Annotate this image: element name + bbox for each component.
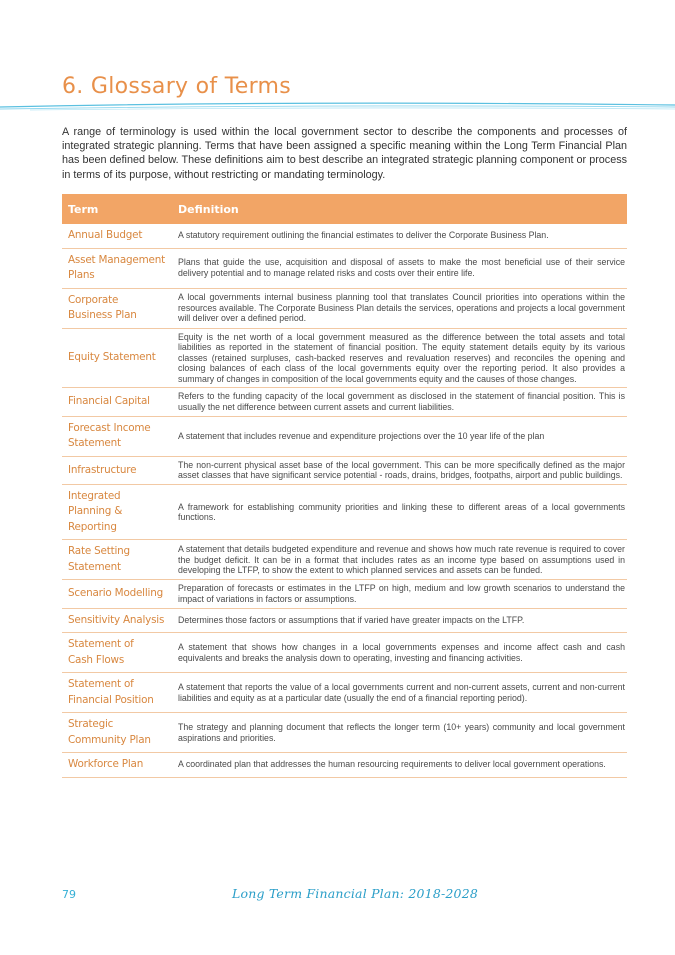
definition-cell [172, 713, 627, 753]
term-cell [62, 484, 172, 540]
term-cell [62, 248, 172, 288]
footer-document-title: Long Term Financial Plan: 2018-2028 [232, 886, 479, 901]
intro-paragraph: A range of terminology is used within the local government sector to describe the components and processes of integrated strategic planning. Terms that have been assigned a specific meaning within the Long Term Financial Plan has been defined below. These definitions aim to best describe an integrated strategic planning component or process in terms of its purpose, without restricting or mandating terminology. [62, 126, 627, 181]
table-row [62, 673, 627, 713]
table-row [62, 633, 627, 673]
term-label: Infrastructure [68, 463, 137, 476]
definition-cell [172, 224, 627, 248]
definition-text: A local governments internal business planning tool that translates Council priorities into operations within the resources available. The Corporate Business Plan details the services, operations and projects a local government will deliver over a defined period. [178, 292, 625, 324]
term-label: Financial Capital [68, 395, 150, 408]
term-label: Workforce Plan [68, 758, 144, 771]
definition-text: A statement that reports the value of a local governments current and non-current assets, current and non-current liabilities and equity as at a particular date (usually the end of a financial reporting period). [178, 681, 625, 703]
definition-cell [172, 608, 627, 633]
definition-text: Equity is the net worth of a local government measured as the difference between the total assets and total liabilities as reported in the statement of financial position. The equity statement details equity by its various classes (retained surpluses, cash-backed reserves and revaluation reserves) and reconciles the opening and closing balances of each class of the local governments equity over the reporting period. It also provides a summary of changes in composition of the local governments equity and the causes of those changes. [178, 331, 625, 384]
definition-cell [172, 416, 627, 456]
term-label: Integrated Planning & Reporting [68, 489, 123, 533]
term-cell [62, 388, 172, 416]
definition-cell [172, 248, 627, 288]
term-cell [62, 540, 172, 580]
term-label: Scenario Modelling [68, 587, 164, 600]
table-row [62, 224, 627, 248]
table-row [62, 753, 627, 778]
definition-text: The non-current physical asset base of the local government. This can be more specifically defined as the major asset classes that have significant service potential - roads, drains, bridges, footpaths, airport and public buildings. [178, 459, 625, 481]
term-cell [62, 288, 172, 328]
glossary-body [62, 224, 627, 777]
definition-cell [172, 456, 627, 484]
term-label: Statement of Financial Position [68, 678, 154, 706]
term-cell [62, 713, 172, 753]
definition-cell [172, 540, 627, 580]
table-row [62, 328, 627, 388]
term-cell [62, 328, 172, 388]
definition-text: The strategy and planning document that reflects the longer term (10+ years) community and local government aspirations and priorities. [178, 721, 625, 743]
table-row [62, 288, 627, 328]
term-cell [62, 224, 172, 248]
term-cell [62, 753, 172, 778]
definition-cell [172, 484, 627, 540]
table-row [62, 388, 627, 416]
table-row [62, 416, 627, 456]
term-label: Asset Management Plans [68, 253, 165, 281]
definition-cell [172, 388, 627, 416]
term-label: Equity Statement [68, 351, 156, 364]
definition-text: A statutory requirement outlining the financial estimates to deliver the Corporate Business Plan. [178, 230, 549, 241]
definition-text: A coordinated plan that addresses the human resourcing requirements to deliver local government operations. [178, 759, 606, 770]
table-row [62, 484, 627, 540]
table-row [62, 456, 627, 484]
definition-cell [172, 288, 627, 328]
page-number: 79 [62, 888, 76, 901]
table-row [62, 608, 627, 633]
definition-cell [172, 633, 627, 673]
term-cell [62, 416, 172, 456]
term-label: Annual Budget [68, 229, 143, 241]
definition-text: Plans that guide the use, acquisition and disposal of assets to make the most beneficial use of their service delivery potential and to manage related risks and costs over their entire life. [178, 257, 625, 278]
term-cell [62, 608, 172, 633]
table-row [62, 713, 627, 753]
table-row [62, 248, 627, 288]
header-term: Term [62, 194, 172, 224]
definition-cell [172, 753, 627, 778]
definition-text: A statement that includes revenue and expenditure projections over the 10 year life of the plan [178, 430, 545, 441]
glossary-table [62, 194, 627, 778]
definition-text: Determines those factors or assumptions that if varied have greater impacts on the LTFP. [178, 614, 525, 625]
table-header-row [62, 194, 627, 224]
term-label: Forecast Income Statement [68, 421, 151, 450]
term-label: Strategic Community Plan [68, 718, 151, 746]
table-row [62, 580, 627, 608]
term-label: Rate Setting Statement [68, 545, 130, 573]
title-underline-swoosh [0, 98, 675, 114]
definition-text: Refers to the funding capacity of the local government as disclosed in the statement of financial position. This is usually the net difference between current assets and current liabilities. [178, 391, 625, 413]
page-title: 6. Glossary of Terms [62, 74, 292, 99]
definition-cell [172, 328, 627, 388]
term-label: Corporate Business Plan [68, 293, 137, 321]
term-cell [62, 456, 172, 484]
definition-cell [172, 580, 627, 608]
definition-text: Preparation of forecasts or estimates in the LTFP on high, medium and low growth scenarios to understand the impact of variations in factors or assumptions. [178, 583, 625, 604]
term-label: Sensitivity Analysis [68, 613, 165, 626]
term-cell [62, 580, 172, 608]
term-cell [62, 673, 172, 713]
term-label: Statement of Cash Flows [68, 638, 134, 666]
definition-text: A statement that details budgeted expenditure and revenue and shows how much rate revenue is required to cover the budget deficit. It can be in a format that includes rates as an income type based on assumptions used in developing the LTFP, to show the extent to which planned services and assets can be funded. [178, 543, 625, 576]
header-definition: Definition [172, 194, 627, 224]
term-cell [62, 633, 172, 673]
definition-text: A framework for establishing community priorities and linking these to different areas of a local governments functions. [178, 501, 625, 523]
table-row [62, 540, 627, 580]
definition-text: A statement that shows how changes in a local governments expenses and income affect cash and cash equivalents and breaks the analysis down to operating, investing and financing activities. [178, 641, 625, 663]
definition-cell [172, 673, 627, 713]
